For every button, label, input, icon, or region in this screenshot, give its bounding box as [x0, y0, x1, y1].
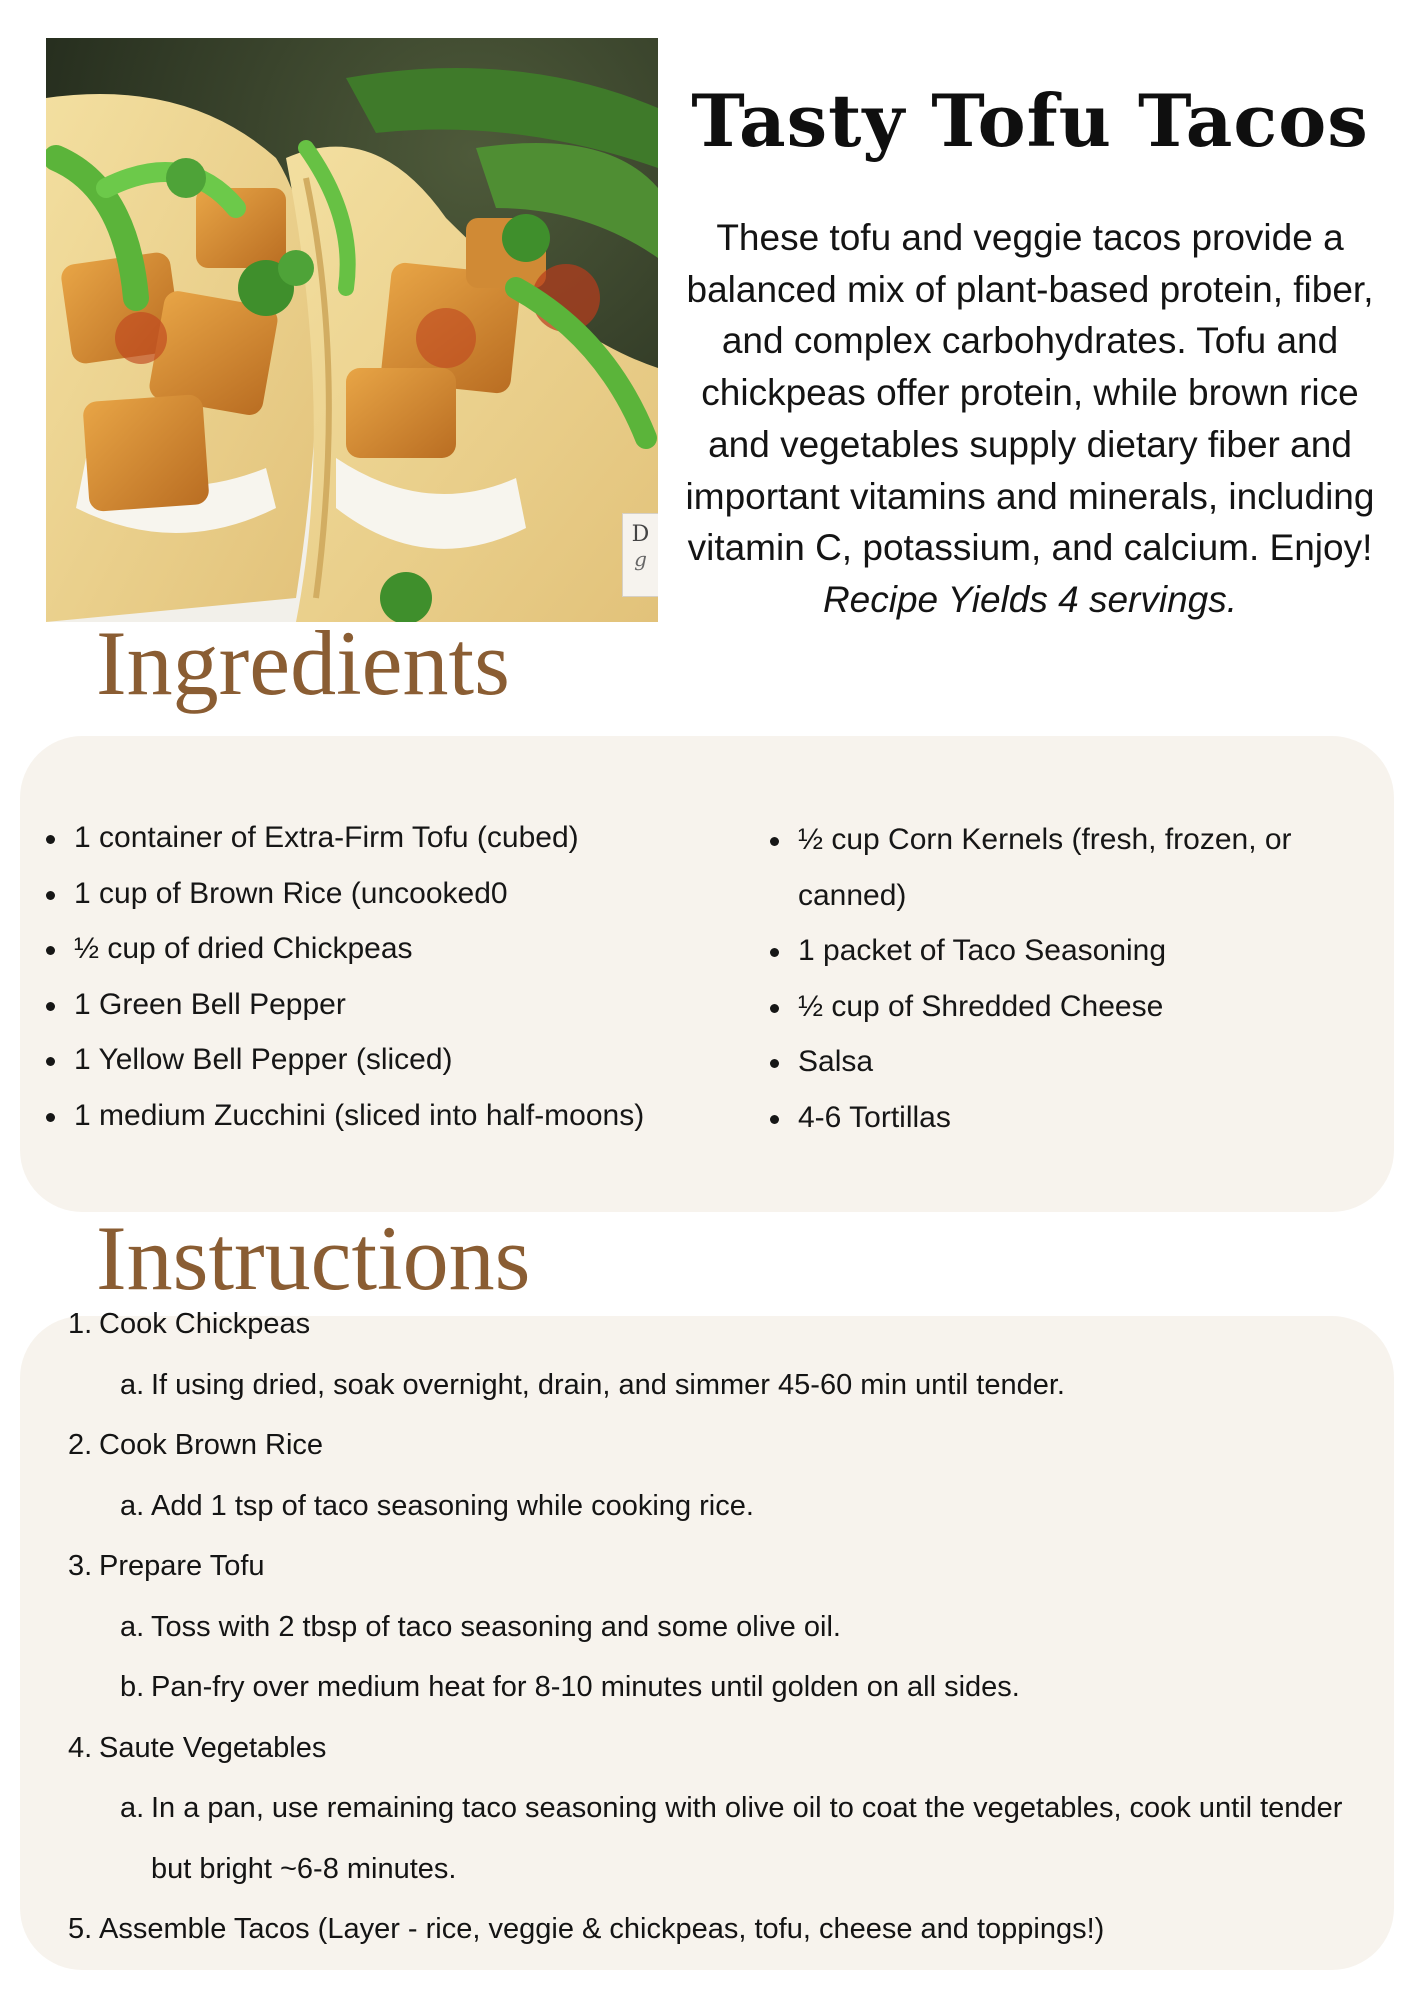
description-text: These tofu and veggie tacos provide a balanced mix of plant-based protein, fiber, and complex carbohydrates. Tofu and chickpeas offer protein, while brown rice and vegetables supply dietary fiber and important vitamins and minerals, including vitamin C, potassium, and calcium. Enjoy!	[685, 217, 1375, 569]
photo-watermark	[622, 513, 658, 597]
ingredient-item: 1 packet of Taco Seasoning	[770, 923, 1330, 979]
step	[20, 1718, 1394, 1779]
substep-letter: a.	[120, 1792, 145, 1824]
watermark-letter: D	[631, 522, 650, 547]
step-title: Prepare Tofu	[99, 1550, 265, 1582]
recipe-title: Tasty Tofu Tacos	[691, 78, 1369, 163]
ingredient-item: ½ cup of Shredded Cheese	[770, 979, 1330, 1035]
ingredients-heading: Ingredients	[96, 612, 510, 714]
substep-letter: a.	[120, 1368, 145, 1401]
substep	[20, 1657, 1394, 1718]
recipe-description	[680, 212, 1380, 626]
step	[20, 1415, 1394, 1476]
step	[20, 1294, 1394, 1355]
instructions-heading: Instructions	[96, 1207, 531, 1309]
ingredient-item: 1 Green Bell Pepper	[46, 977, 726, 1033]
instructions-list	[20, 1294, 1394, 1960]
recipe-yields: Recipe Yields 4 servings.	[822, 578, 1238, 620]
step-number: 4.	[68, 1731, 93, 1764]
ingredient-item: 1 container of Extra-Firm Tofu (cubed)	[46, 810, 726, 866]
step-number: 3.	[68, 1550, 93, 1582]
step	[20, 1899, 1394, 1960]
step-title: Cook Brown Rice	[99, 1429, 324, 1461]
ingredient-item: 1 Yellow Bell Pepper (sliced)	[46, 1032, 726, 1088]
step-number: 5.	[68, 1913, 93, 1945]
instructions-panel	[20, 1308, 1394, 1970]
ingredient-item: 1 cup of Brown Rice (uncooked0	[46, 866, 726, 922]
substep-text: Add 1 tsp of taco seasoning while cooking rice.	[151, 1489, 754, 1522]
step-title: Assemble Tacos (Layer - rice, veggie & chickpeas, tofu, cheese and toppings!)	[99, 1913, 1105, 1945]
ingredient-item: ½ cup of dried Chickpeas	[46, 921, 726, 977]
substep	[20, 1355, 1394, 1416]
substep	[20, 1476, 1394, 1537]
substep-text: If using dried, soak overnight, drain, and simmer 45-60 min until tender.	[151, 1368, 1065, 1401]
step-title: Saute Vegetables	[99, 1731, 327, 1764]
taco-photo	[46, 38, 658, 622]
taco-illustration	[46, 38, 658, 622]
substep-letter: a.	[120, 1610, 145, 1643]
step-title: Cook Chickpeas	[99, 1308, 311, 1340]
ingredient-item: 4-6 Tortillas	[770, 1090, 1330, 1146]
step	[20, 1536, 1394, 1597]
ingredients-panel	[20, 736, 1394, 1212]
ingredient-item: Salsa	[770, 1034, 1330, 1090]
substep-letter: a.	[120, 1489, 145, 1522]
substep-letter: b.	[120, 1671, 145, 1703]
ingredients-list-left	[46, 810, 726, 1143]
substep-text: In a pan, use remaining taco seasoning with olive oil to coat the vegetables, cook until tender but bright ~6-8 minutes.	[151, 1792, 1343, 1885]
substep	[20, 1778, 1394, 1899]
ingredient-item: 1 medium Zucchini (sliced into half-moons)	[46, 1088, 726, 1144]
step-number: 2.	[68, 1429, 93, 1461]
step-number: 1.	[68, 1308, 93, 1340]
substep	[20, 1597, 1394, 1658]
substep-text: Pan-fry over medium heat for 8-10 minutes until golden on all sides.	[151, 1671, 1020, 1703]
watermark-script: g	[634, 547, 647, 571]
substep-text: Toss with 2 tbsp of taco seasoning and some olive oil.	[151, 1610, 841, 1643]
ingredient-item: ½ cup Corn Kernels (fresh, frozen, or canned)	[770, 812, 1330, 923]
ingredients-list-right	[770, 812, 1330, 1145]
